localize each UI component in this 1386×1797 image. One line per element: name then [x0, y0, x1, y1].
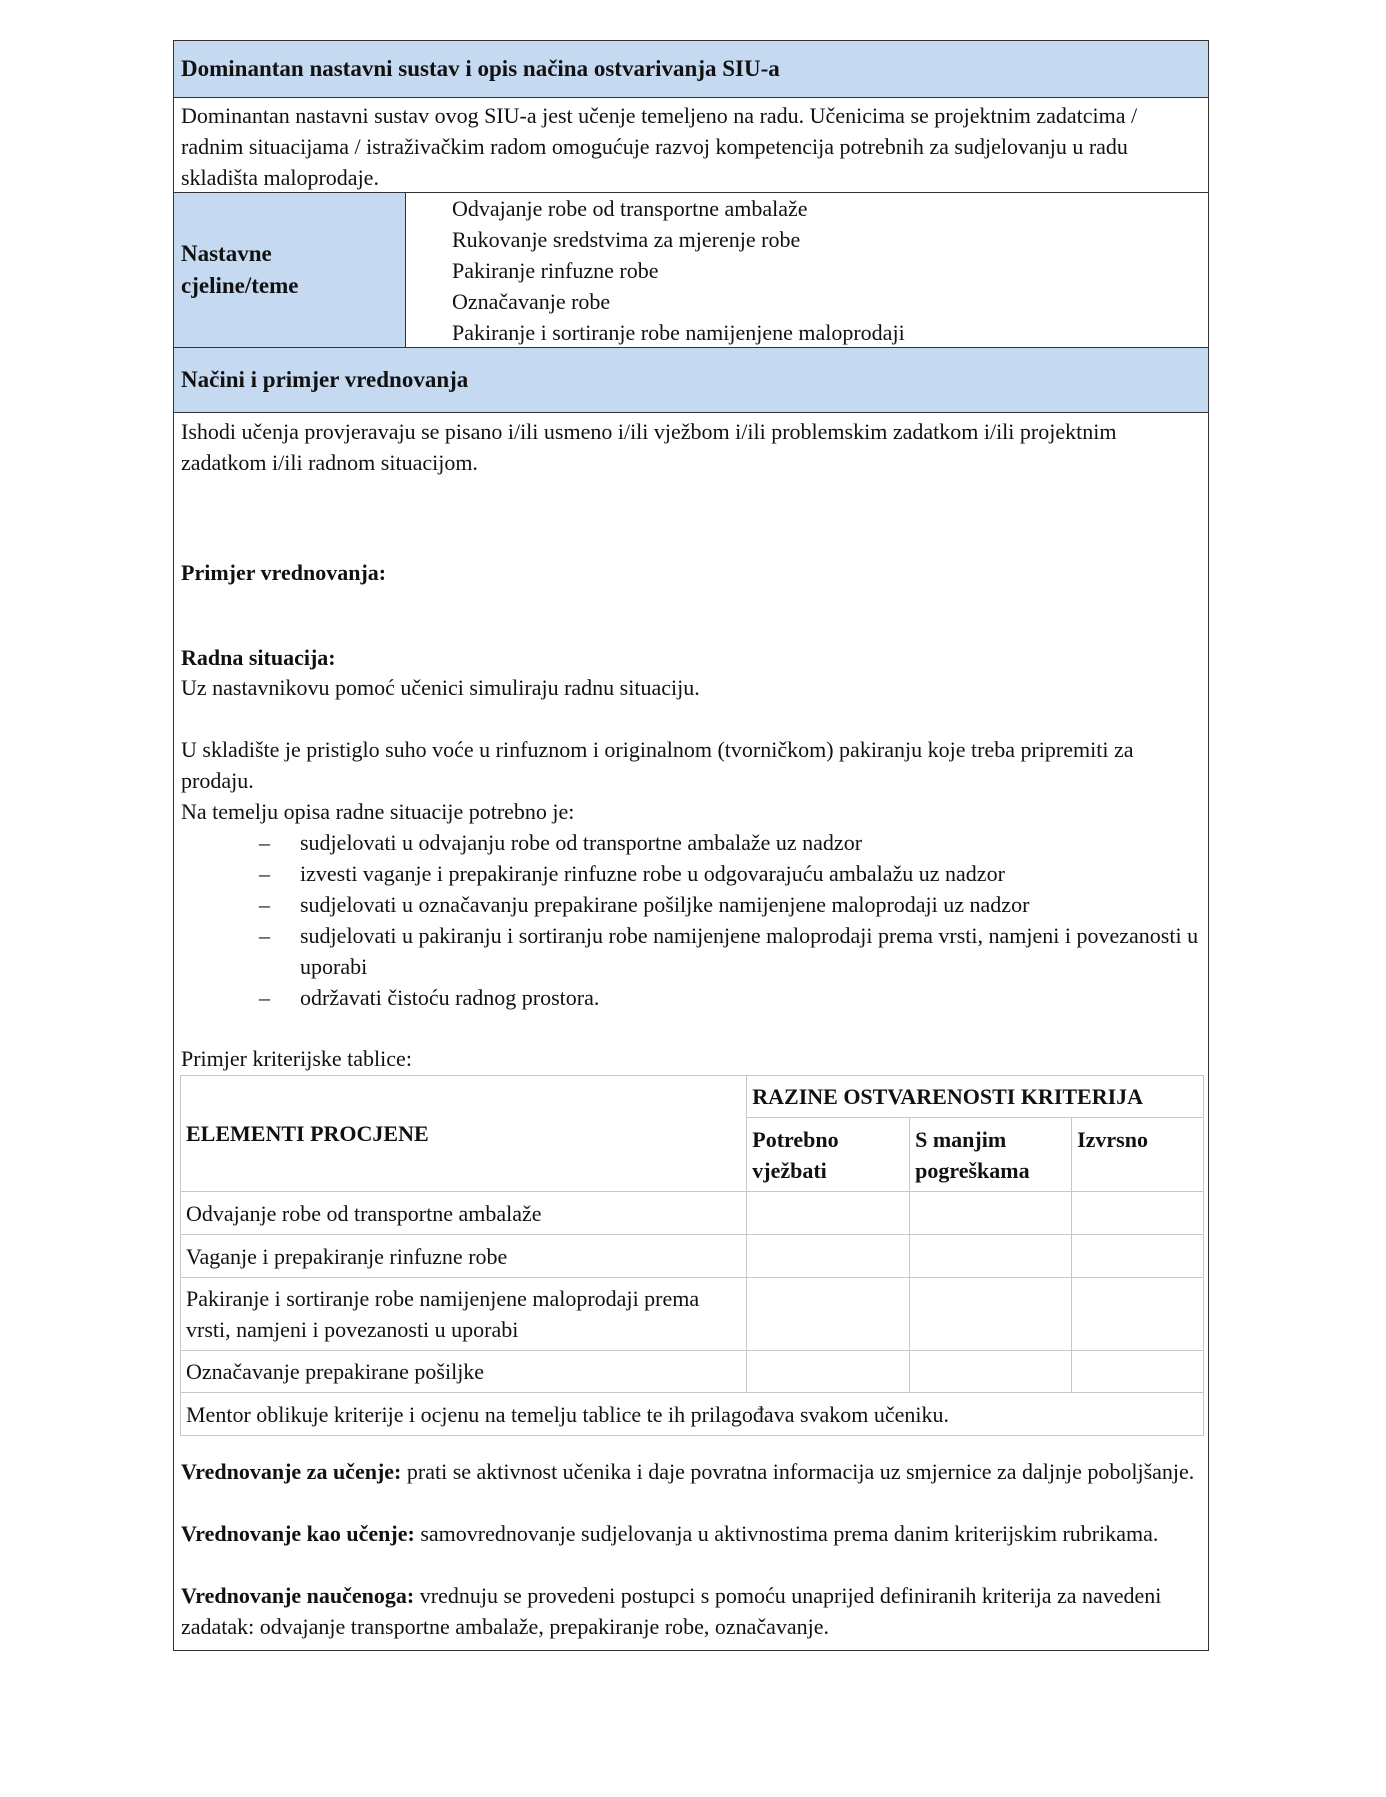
task-text: sudjelovati u označavanju prepakirane pošiljke namijenjene maloprodaji uz nadzor	[300, 892, 1030, 917]
task-list	[174, 827, 1201, 1013]
topics-label-line1: Nastavne	[181, 241, 272, 266]
empty-cell	[747, 1235, 910, 1278]
evaluation-of-learning	[181, 1580, 1201, 1642]
table-row	[181, 1192, 1204, 1235]
table-caption: Primjer kriterijske tablice:	[181, 1046, 412, 1071]
task-intro: Na temelju opisa radne situacije potrebno je:	[181, 799, 575, 824]
task-text: izvesti vaganje i prepakiranje rinfuzne robe u odgovarajuću ambalažu uz nadzor	[300, 861, 1005, 886]
empty-cell	[1072, 1235, 1204, 1278]
eval-text: prati se aktivnost učenika i daje povratna informacija uz smjernice za daljnje poboljšanje.	[401, 1459, 1195, 1484]
eval-label: Vrednovanje naučenoga:	[181, 1583, 415, 1608]
criteria-table	[180, 1075, 1204, 1436]
empty-cell	[1072, 1351, 1204, 1393]
dash-bullet: –	[259, 985, 270, 1010]
task-text: održavati čistoću radnog prostora.	[300, 985, 600, 1010]
table-footer-note: Mentor oblikuje kriterije i ocjenu na temelju tablice te ih prilagođava svakom učeniku.	[181, 1393, 1204, 1436]
section-header-evaluation: Načini i primjer vrednovanja	[174, 348, 1208, 413]
dash-bullet: –	[259, 861, 270, 886]
teaching-system-description: Dominantan nastavni sustav ovog SIU-a jest učenje temeljeno na radu. Učenicima se projektnim zadatcima / radnim situacijama / istraživačkim radom omogućuje razvoj kompetencija potrebnih za sudjelovanju u radu skladišta maloprodaje.	[174, 98, 1208, 193]
eval-text: samovrednovanje sudjelovanja u aktivnostima prema danim kriterijskim rubrikama.	[414, 1521, 1159, 1546]
dash-bullet: –	[259, 923, 270, 948]
topic-item: Označavanje robe	[452, 289, 611, 314]
topics-label	[174, 193, 406, 347]
criteria-cell: Vaganje i prepakiranje rinfuzne robe	[181, 1235, 747, 1278]
task-text: sudjelovati u pakiranju i sortiranju robe namijenjene maloprodaji prema vrsti, namjeni i povezanosti u uporabi	[300, 923, 1199, 979]
table-row	[181, 1351, 1204, 1393]
table-row	[181, 1235, 1204, 1278]
dash-bullet: –	[259, 830, 270, 855]
evaluation-as-learning	[181, 1518, 1201, 1549]
topic-item: Pakiranje rinfuzne robe	[452, 258, 659, 283]
empty-cell	[747, 1351, 910, 1393]
topic-item: Pakiranje i sortiranje robe namijenjene maloprodaji	[452, 320, 905, 345]
criteria-cell: Pakiranje i sortiranje robe namijenjene maloprodaji prema vrsti, namjeni i povezanosti u uporabi	[181, 1278, 747, 1351]
header-level-3: Izvrsno	[1072, 1118, 1204, 1192]
eval-text: vrednuju se provedeni postupci s pomoću unaprijed definiranih kriterija za navedeni zadatak: odvajanje transportne ambalaže, prepakiranje robe, označavanje.	[181, 1583, 1162, 1639]
topics-row	[174, 193, 1208, 348]
empty-cell	[910, 1192, 1072, 1235]
criteria-cell: Označavanje prepakirane pošiljke	[181, 1351, 747, 1393]
task-text: sudjelovati u odvajanju robe od transportne ambalaže uz nadzor	[300, 830, 863, 855]
header-elements: ELEMENTI PROCJENE	[181, 1076, 747, 1192]
criteria-cell: Odvajanje robe od transportne ambalaže	[181, 1192, 747, 1235]
empty-cell	[910, 1351, 1072, 1393]
list-item	[174, 982, 1201, 1013]
empty-cell	[910, 1278, 1072, 1351]
topic-item: Odvajanje robe od transportne ambalaže	[452, 196, 808, 221]
table-header-row	[181, 1076, 1204, 1118]
section-header-teaching-system: Dominantan nastavni sustav i opis načina ostvarivanja SIU-a	[174, 41, 1208, 98]
list-item	[174, 827, 1201, 858]
table-row	[181, 1278, 1204, 1351]
eval-label: Vrednovanje kao učenje:	[181, 1521, 415, 1546]
empty-cell	[1072, 1278, 1204, 1351]
header-levels: RAZINE OSTVARENOSTI KRITERIJA	[747, 1076, 1204, 1118]
empty-cell	[910, 1235, 1072, 1278]
header-level-2: S manjim pogreškama	[910, 1118, 1072, 1192]
list-item	[174, 889, 1201, 920]
empty-cell	[747, 1278, 910, 1351]
dash-bullet: –	[259, 892, 270, 917]
outcomes-text: Ishodi učenja provjeravaju se pisano i/ili usmeno i/ili vježbom i/ili problemskim zadatkom i/ili projektnim zadatkom i/ili radnom situacijom.	[181, 419, 1117, 475]
work-situation-text: Uz nastavnikovu pomoć učenici simuliraju radnu situaciju.	[181, 675, 700, 700]
example-heading: Primjer vrednovanja:	[181, 560, 387, 585]
topics-label-line2: cjeline/teme	[181, 273, 299, 298]
work-situation-heading: Radna situacija:	[181, 645, 336, 670]
eval-label: Vrednovanje za učenje:	[181, 1459, 402, 1484]
topic-item: Rukovanje sredstvima za mjerenje robe	[452, 227, 801, 252]
evaluation-for-learning	[181, 1456, 1201, 1487]
situation-description: U skladište je pristiglo suho voće u rinfuznom i originalnom (tvorničkom) pakiranju koje treba pripremiti za prodaju.	[181, 737, 1134, 793]
list-item	[174, 920, 1201, 982]
document-frame	[173, 40, 1209, 1651]
topics-list	[406, 193, 1208, 347]
table-footer-row	[181, 1393, 1204, 1436]
empty-cell	[1072, 1192, 1204, 1235]
header-level-1: Potrebno vježbati	[747, 1118, 910, 1192]
empty-cell	[747, 1192, 910, 1235]
list-item	[174, 858, 1201, 889]
